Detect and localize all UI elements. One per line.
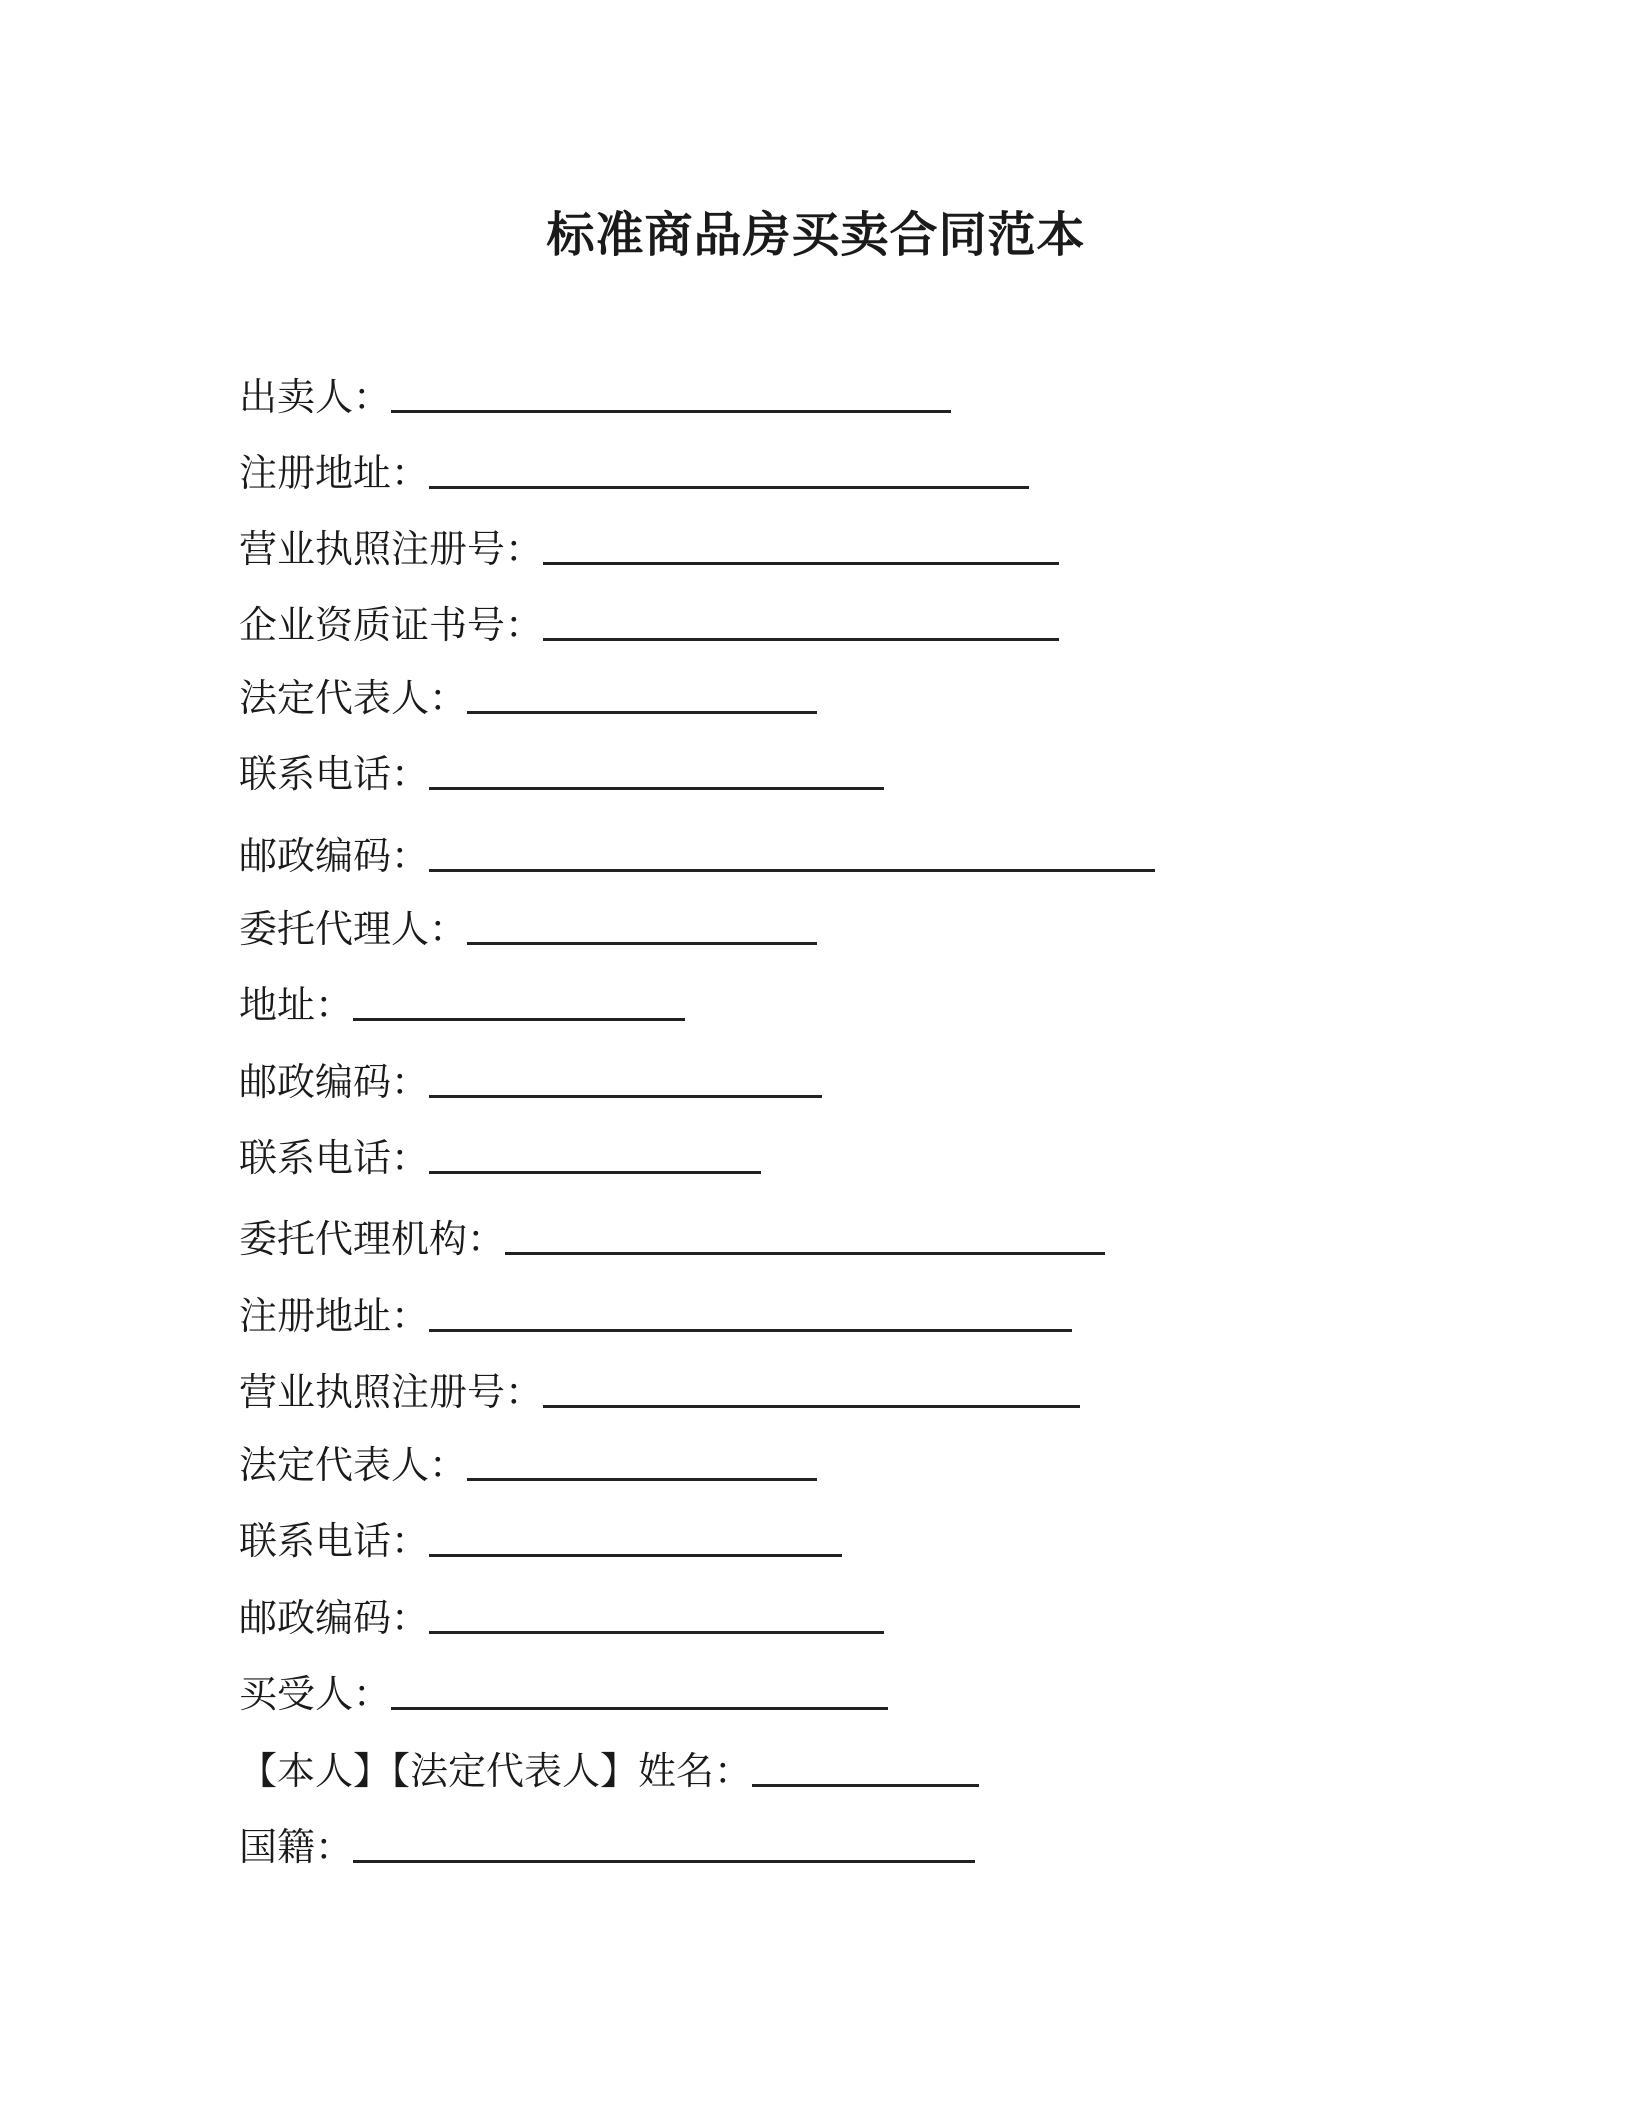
field-label: 企业资质证书号： — [239, 603, 544, 647]
field-legal-representative — [239, 674, 817, 722]
field-label: 国籍： — [239, 1825, 354, 1869]
field-label: 邮政编码： — [239, 1596, 430, 1640]
fill-in-blank[interactable] — [429, 1554, 842, 1557]
field-label: 联系电话： — [239, 1136, 430, 1180]
field-phone — [239, 1134, 761, 1182]
field-label: 买受人： — [239, 1672, 392, 1716]
field-label: 营业执照注册号： — [239, 1370, 544, 1414]
field-postal-code — [239, 1058, 822, 1106]
field-legal-representative — [239, 1441, 817, 1489]
field-postal-code — [239, 1594, 884, 1642]
field-label: 邮政编码： — [239, 834, 430, 878]
field-label: 委托代理人： — [239, 907, 468, 951]
field-seller — [239, 373, 951, 421]
fill-in-blank[interactable] — [467, 711, 817, 714]
fill-in-blank[interactable] — [429, 486, 1029, 489]
field-nationality — [239, 1823, 975, 1871]
fill-in-blank[interactable] — [353, 1018, 685, 1021]
fill-in-blank[interactable] — [543, 1405, 1080, 1408]
field-postal-code — [239, 832, 1155, 880]
field-label: 出卖人： — [239, 375, 392, 419]
field-agency — [239, 1215, 1105, 1263]
field-label: 营业执照注册号： — [239, 527, 544, 571]
field-label: 注册地址： — [239, 1294, 430, 1338]
field-label: 注册地址： — [239, 451, 430, 495]
field-business-license-no — [239, 1368, 1080, 1416]
fill-in-blank[interactable] — [353, 1860, 975, 1863]
field-label: 邮政编码： — [239, 1060, 430, 1104]
fill-in-blank[interactable] — [467, 942, 817, 945]
field-business-license-no — [239, 525, 1059, 573]
fill-in-blank[interactable] — [429, 1329, 1072, 1332]
field-label: 【本人】【法定代表人】姓名： — [239, 1749, 753, 1793]
fill-in-blank[interactable] — [391, 1707, 888, 1710]
field-label: 委托代理机构： — [239, 1217, 506, 1261]
field-label: 法定代表人： — [239, 1443, 468, 1487]
fill-in-blank[interactable] — [429, 1631, 884, 1634]
field-entrusted-agent — [239, 905, 817, 953]
document-title: 标准商品房买卖合同范本 — [546, 207, 1086, 263]
fill-in-blank[interactable] — [391, 410, 951, 413]
fill-in-blank[interactable] — [543, 638, 1059, 641]
field-registered-address — [239, 449, 1029, 497]
field-phone — [239, 1517, 842, 1565]
fill-in-blank[interactable] — [429, 787, 884, 790]
field-qualification-cert-no — [239, 601, 1059, 649]
fill-in-blank[interactable] — [467, 1478, 817, 1481]
fill-in-blank[interactable] — [505, 1252, 1105, 1255]
field-buyer-name — [239, 1747, 979, 1795]
fill-in-blank[interactable] — [429, 1095, 822, 1098]
fill-in-blank[interactable] — [429, 869, 1155, 872]
field-label: 地址： — [239, 983, 354, 1027]
fill-in-blank[interactable] — [429, 1171, 761, 1174]
field-address — [239, 981, 685, 1029]
field-label: 联系电话： — [239, 1519, 430, 1563]
fill-in-blank[interactable] — [752, 1784, 979, 1787]
field-label: 法定代表人： — [239, 676, 468, 720]
field-phone — [239, 750, 884, 798]
fill-in-blank[interactable] — [543, 562, 1059, 565]
field-label: 联系电话： — [239, 752, 430, 796]
field-registered-address — [239, 1292, 1072, 1340]
field-buyer — [239, 1670, 888, 1718]
